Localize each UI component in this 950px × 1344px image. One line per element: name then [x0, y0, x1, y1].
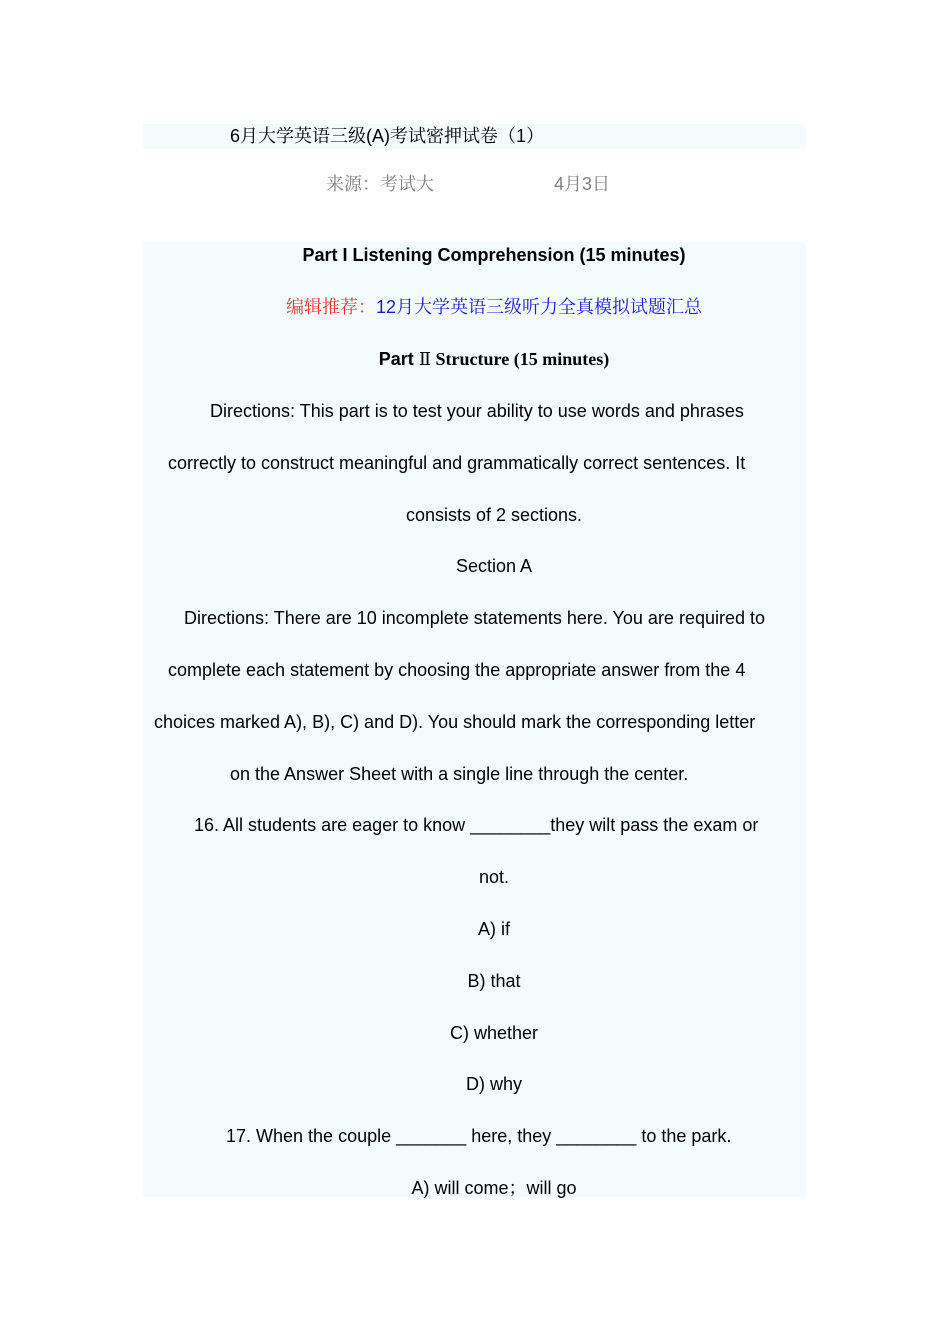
part2-heading-prefix: Part — [378, 349, 419, 369]
document-title: 6月大学英语三级(A)考试密押试卷（1） — [230, 126, 545, 146]
part2-directions-line: correctly to construct meaningful and grammatically correct sentences. It — [168, 453, 746, 473]
section-a-heading: Section A — [455, 556, 533, 576]
publish-date: 4月3日 — [554, 174, 611, 194]
part2-heading-numeral: Ⅱ — [418, 349, 432, 369]
part1-heading: Part I Listening Comprehension (15 minutes) — [302, 245, 686, 265]
part2-heading — [143, 346, 845, 372]
recommend-line — [143, 294, 845, 320]
question-17-stem: 17. When the couple _______ here, they ________ to the park. — [226, 1126, 732, 1146]
question-16-option: B) that — [467, 971, 521, 991]
recommend-link[interactable]: 12月大学英语三级听力全真模拟试题汇总 — [375, 297, 703, 317]
part2-heading-rest: Structure (15 minutes) — [431, 349, 610, 369]
question-16-stem: 16. All students are eager to know ________they wilt pass the exam or — [194, 815, 759, 835]
section-a-directions-line: Directions: There are 10 incomplete statements here. You are required to — [184, 608, 766, 628]
section-a-directions-line: complete each statement by choosing the appropriate answer from the 4 — [168, 660, 746, 680]
question-16-option: A) if — [477, 919, 510, 939]
part2-directions-line: consists of 2 sections. — [405, 505, 583, 525]
question-16-stem: not. — [478, 867, 510, 887]
section-a-directions-line: on the Answer Sheet with a single line through the center. — [230, 764, 689, 784]
question-17-option: A) will come；will go — [411, 1178, 577, 1198]
recommend-label: 编辑推荐： — [285, 297, 376, 317]
source-label: 来源：考试大 — [326, 174, 434, 194]
question-16-option: D) why — [465, 1074, 522, 1094]
question-16-option: C) whether — [449, 1023, 539, 1043]
part2-directions-line: Directions: This part is to test your ability to use words and phrases — [210, 401, 744, 421]
section-a-directions-line: choices marked A), B), C) and D). You should mark the corresponding letter — [154, 712, 756, 732]
